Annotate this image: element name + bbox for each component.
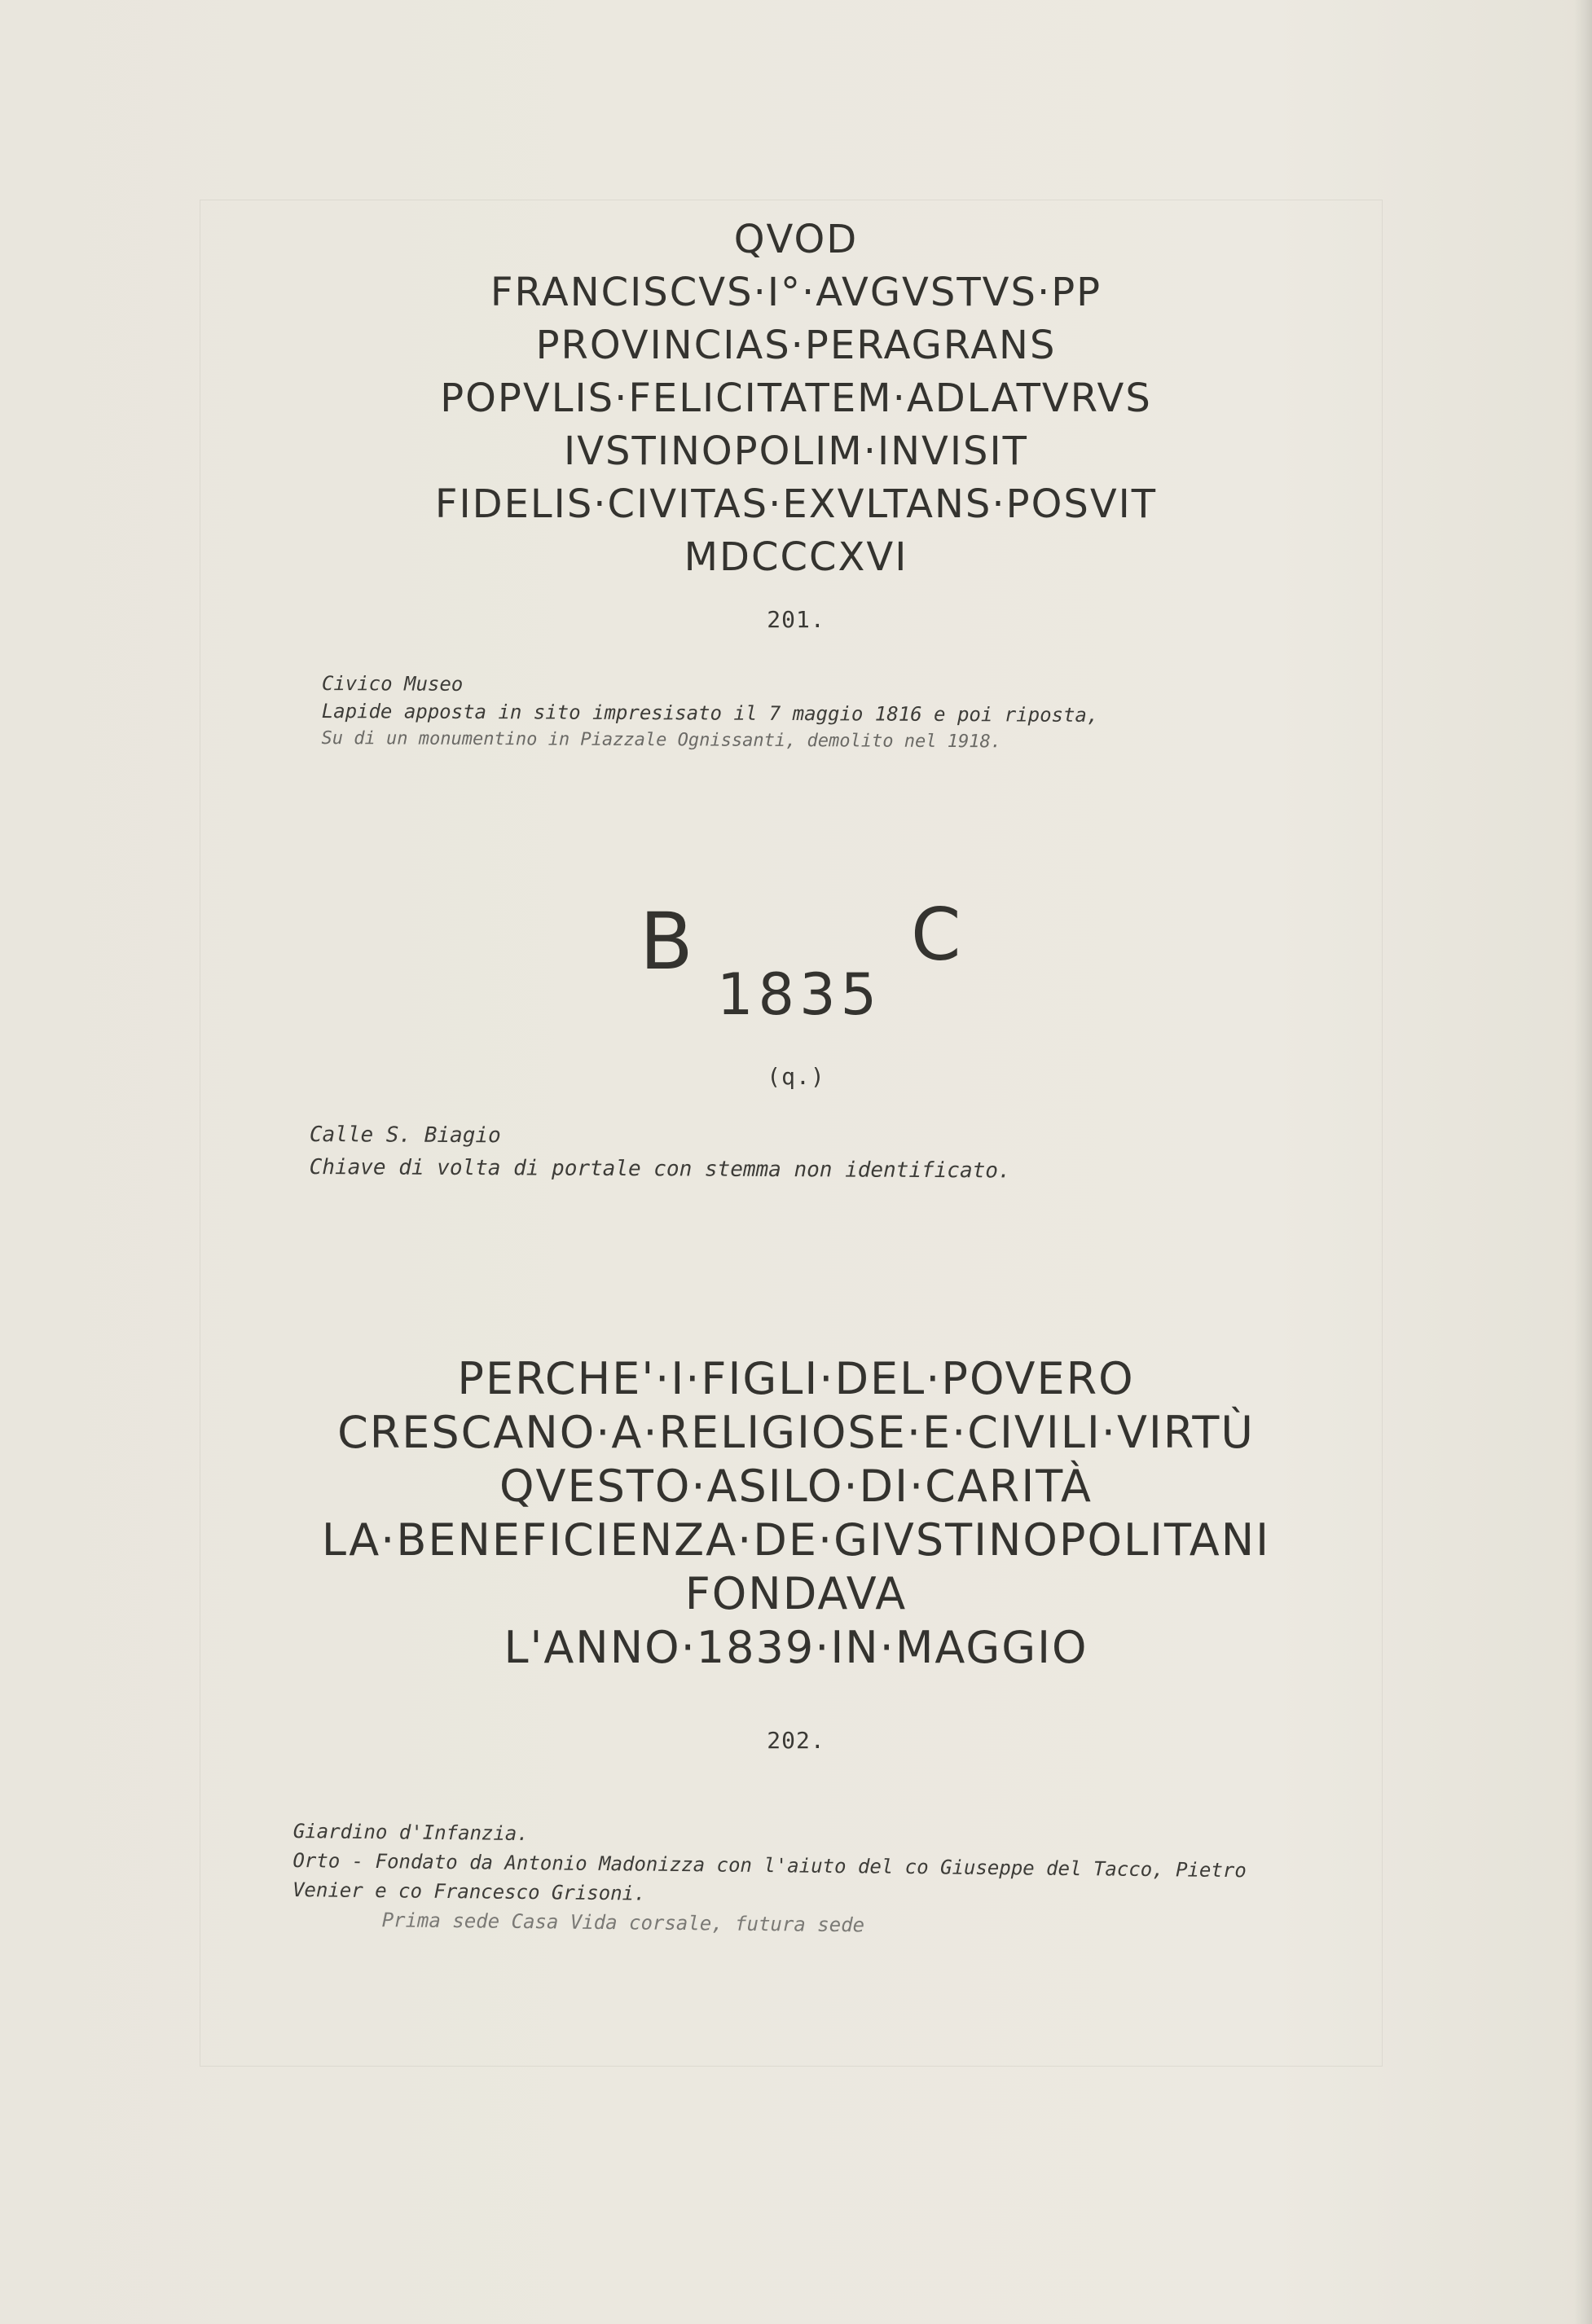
handwritten-note-q — [310, 1118, 1011, 1188]
emblem-year: 1835 — [717, 961, 882, 1028]
note-line: Civico Museo — [321, 671, 464, 696]
inscription-line: QVESTO·ASILO·DI·CARITÀ — [499, 1461, 1093, 1512]
note-line: Chiave di volta di portale con stemma non identificato. — [309, 1154, 1011, 1184]
inscription-line: PROVINCIAS·PERAGRANS — [535, 323, 1057, 368]
emblem-letter-b: B — [640, 896, 693, 987]
inscription-line: POPVLIS·FELICITATEM·ADLATVRVS — [440, 376, 1152, 421]
handwritten-note-201 — [321, 670, 1098, 757]
emblem-letter-c: C — [911, 893, 961, 977]
note-line: Prima sede Casa Vida corsale, futura sede — [381, 1909, 865, 1937]
note-line: Su di un monumentino in Piazzale Ognissanti, demolito nel 1918. — [321, 727, 1002, 753]
inscription-line: FRANCISCVS·I°·AVGVSTVS·PP — [490, 270, 1102, 315]
inscription-line: CRESCANO·A·RELIGIOSE·E·CIVILI·VIRTÙ — [337, 1407, 1255, 1458]
note-line: Lapide apposta in sito impresisato il 7 maggio 1816 e poi riposta, — [321, 699, 1099, 727]
inscription-201 — [0, 213, 1592, 584]
inscription-line: MDCCCXVI — [684, 534, 908, 580]
plate-number: (q.) — [767, 1063, 825, 1090]
plate-number: 202. — [767, 1727, 825, 1754]
inscription-202 — [0, 1352, 1592, 1675]
note-line: Orto - Fondato da Antonio Madonizza con l'aiuto del co Giuseppe del Tacco, Pietro — [292, 1848, 1247, 1882]
inscription-line: FONDAVA — [684, 1568, 908, 1619]
page-edge-shadow — [1574, 0, 1592, 2324]
note-line: Venier e co Francesco Grisoni. — [292, 1878, 646, 1905]
inscription-line: L'ANNO·1839·IN·MAGGIO — [504, 1622, 1088, 1673]
inscription-line: LA·BENEFICIENZA·DE·GIVSTINOPOLITANI — [321, 1514, 1271, 1566]
handwritten-note-202 — [292, 1817, 1247, 1944]
inscription-line: FIDELIS·CIVITAS·EXVLTANS·POSVIT — [434, 481, 1158, 527]
inscription-line: IVSTINOPOLIM·INVISIT — [564, 428, 1028, 474]
inscription-line: QVOD — [733, 217, 859, 262]
plate-number: 201. — [767, 606, 825, 633]
note-line: Giardino d'Infanzia. — [292, 1819, 529, 1846]
note-line: Calle S. Biagio — [309, 1122, 501, 1149]
inscription-line: PERCHE'·I·FIGLI·DEL·POVERO — [457, 1353, 1135, 1404]
